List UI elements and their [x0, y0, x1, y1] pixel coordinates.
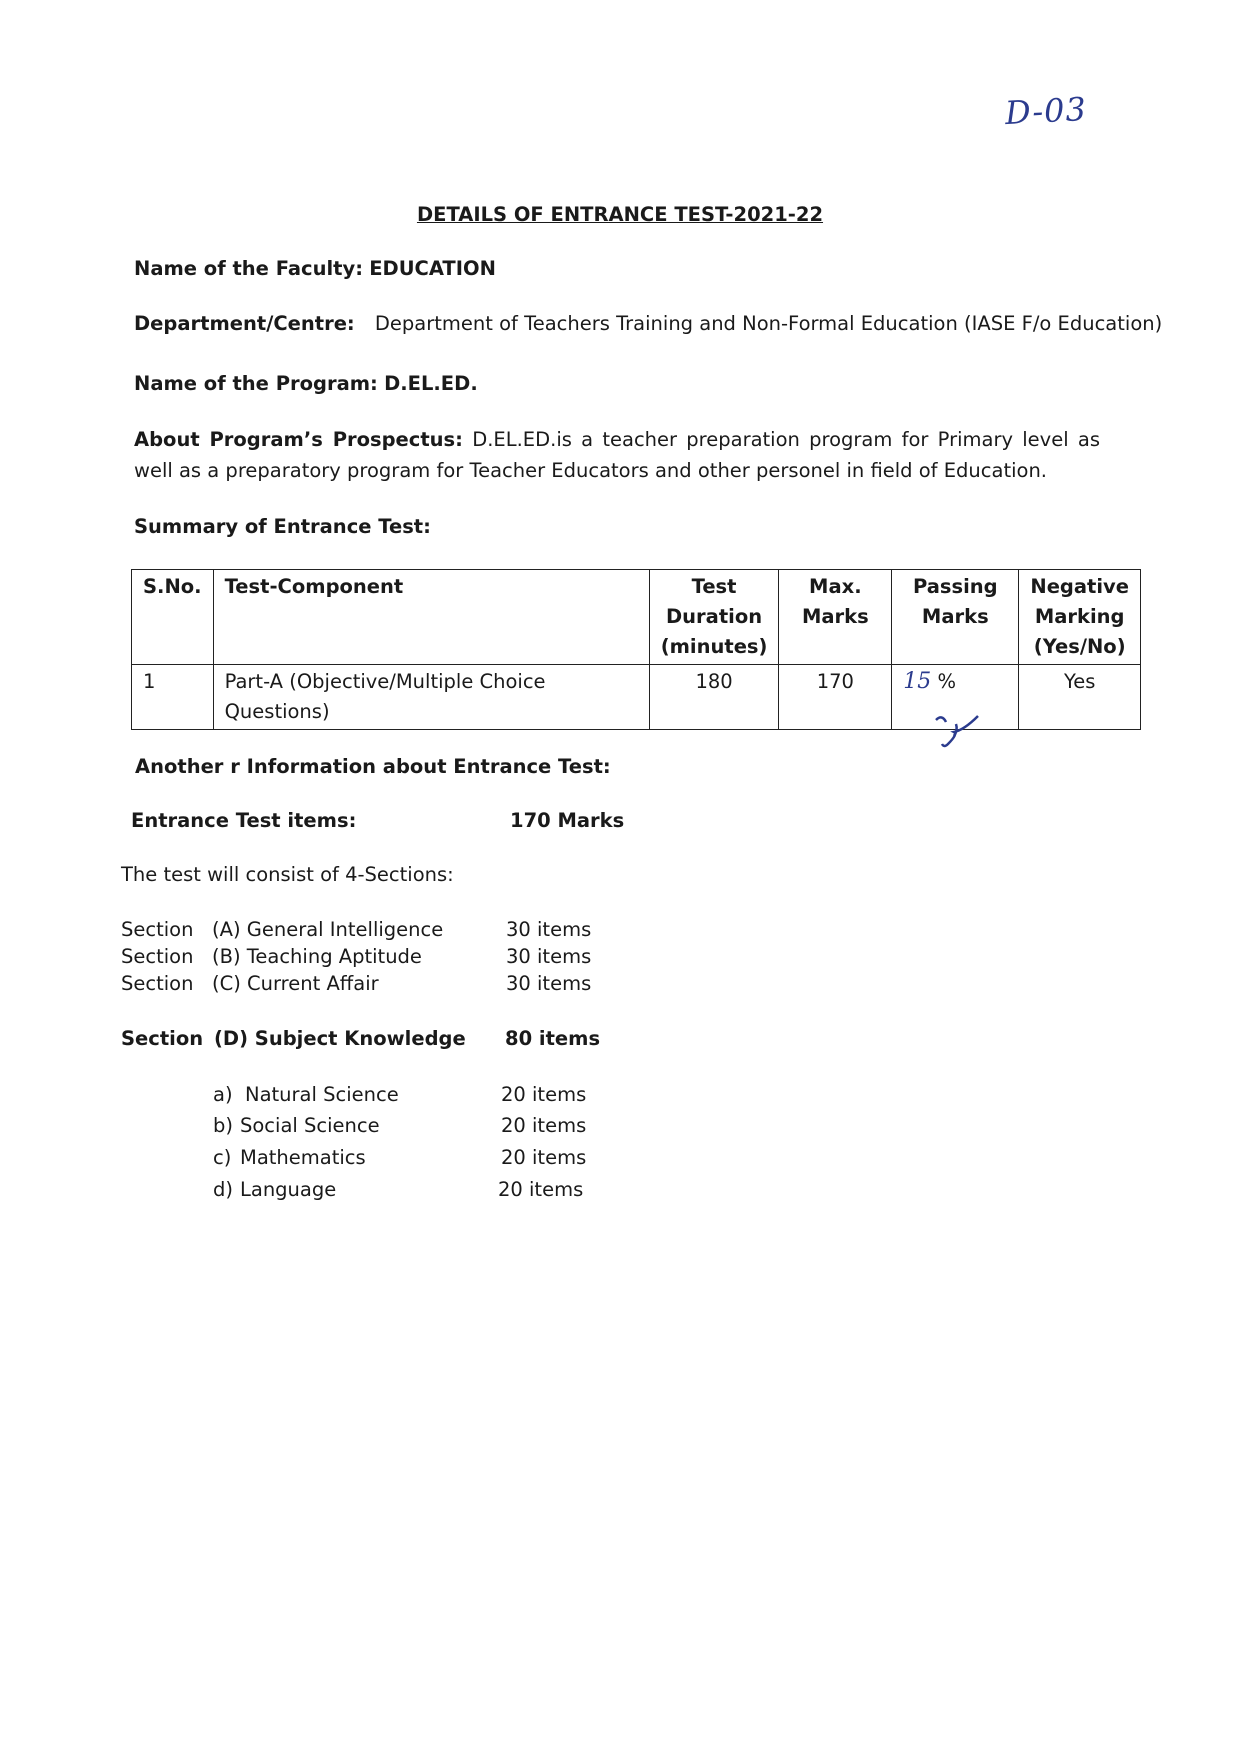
- section-prefix: Section: [121, 972, 194, 995]
- section-d-name: (D) Subject Knowledge: [214, 1027, 466, 1050]
- section-d-prefix: Section: [121, 1027, 204, 1050]
- subject-items: 20 items: [501, 1083, 587, 1106]
- entrance-test-summary-table: [131, 569, 1141, 730]
- faculty-line: [134, 256, 496, 282]
- section-name: (C) Current Affair: [212, 972, 379, 995]
- program-label: Name of the Program:: [134, 372, 378, 395]
- subject-letter: d): [213, 1178, 233, 1201]
- cell-component: Part-A (Objective/Multiple Choice Questions): [213, 665, 649, 730]
- subject-letter: b): [213, 1114, 233, 1137]
- header-duration: [649, 570, 779, 665]
- cell-max-marks: 170: [779, 665, 892, 730]
- subject-name: Mathematics: [240, 1146, 366, 1169]
- section-name: (A) General Intelligence: [212, 918, 444, 941]
- header-negative-line: (Yes/No): [1033, 635, 1126, 658]
- document-id-handwritten: D-03: [1004, 89, 1088, 133]
- subject-items: 20 items: [501, 1146, 587, 1169]
- section-items: 30 items: [506, 972, 592, 995]
- header-passing-marks: [892, 570, 1019, 665]
- section-items: 30 items: [506, 945, 592, 968]
- section-prefix: Section: [121, 945, 194, 968]
- prospectus-text: D.EL.ED.is a teacher preparation program for Primary level as well as a preparatory program for Teacher Educators and other personel in field of Education.: [134, 428, 1100, 482]
- header-negative-line: Marking: [1034, 605, 1125, 628]
- header-sno: S.No.: [132, 570, 214, 665]
- header-negative-line: Negative: [1030, 575, 1129, 598]
- passing-suffix: %: [937, 670, 956, 693]
- header-negative-marking: [1019, 570, 1141, 665]
- department-value: Department of Teachers Training and Non-Formal Education (IASE F/o Education): [374, 312, 1163, 335]
- section-prefix: Section: [121, 918, 194, 941]
- header-passing-line: Marks: [921, 605, 989, 628]
- header-component: Test-Component: [213, 570, 649, 665]
- sections-intro: The test will consist of 4-Sections:: [121, 863, 454, 886]
- subject-items: 20 items: [501, 1114, 587, 1137]
- summary-heading: Summary of Entrance Test:: [134, 515, 431, 538]
- header-max-line: Marks: [801, 605, 869, 628]
- header-duration-line: Test: [691, 575, 737, 598]
- faculty-value: EDUCATION: [369, 257, 496, 280]
- table-row: [132, 665, 1141, 730]
- subject-letter: c): [213, 1146, 232, 1169]
- cell-sno: 1: [132, 665, 214, 730]
- other-info-heading: Another r Information about Entrance Test:: [135, 755, 611, 778]
- page-title: DETAILS OF ENTRANCE TEST-2021-22: [416, 203, 824, 226]
- header-duration-line: (minutes): [660, 635, 768, 658]
- cell-duration: 180: [649, 665, 779, 730]
- subject-letter: a): [213, 1083, 233, 1106]
- subject-items: 20 items: [498, 1178, 584, 1201]
- section-d-items: 80 items: [505, 1027, 601, 1050]
- faculty-label: Name of the Faculty:: [134, 257, 363, 280]
- cell-negative-marking: Yes: [1019, 665, 1141, 730]
- header-passing-line: Passing: [912, 575, 998, 598]
- header-duration-line: Duration: [665, 605, 763, 628]
- section-name: (B) Teaching Aptitude: [212, 945, 422, 968]
- program-line: [134, 371, 478, 397]
- passing-handwritten: 15: [903, 669, 932, 694]
- program-value: D.EL.ED.: [384, 372, 478, 395]
- header-max-marks: [779, 570, 892, 665]
- department-label: Department/Centre:: [134, 312, 355, 335]
- subject-name: Social Science: [240, 1114, 380, 1137]
- section-items: 30 items: [506, 918, 592, 941]
- items-total-label: Entrance Test items:: [131, 809, 357, 832]
- prospectus-label: About Program’s Prospectus:: [134, 428, 463, 451]
- subject-name: Language: [240, 1178, 337, 1201]
- subject-name: Natural Science: [245, 1083, 399, 1106]
- prospectus-paragraph: [134, 424, 1100, 486]
- table-header-row: [132, 570, 1141, 665]
- handwritten-initial-mark: [928, 708, 988, 750]
- items-total-value: 170 Marks: [510, 809, 625, 832]
- header-max-line: Max.: [809, 575, 862, 598]
- department-line: [134, 311, 1162, 337]
